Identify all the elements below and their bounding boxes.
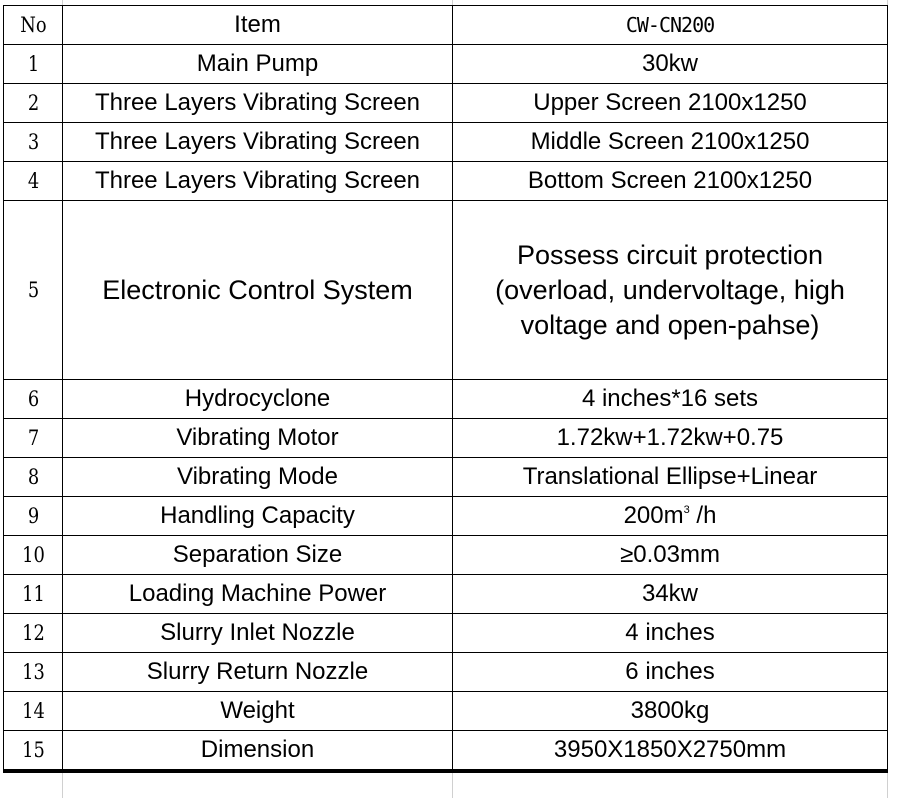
table-row: [4, 536, 888, 575]
table-row: [4, 419, 888, 458]
row-value[interactable]: Bottom Screen 2100x1250: [453, 162, 888, 201]
row-no[interactable]: 10: [8, 536, 58, 575]
table-row: [4, 380, 888, 419]
row-no[interactable]: 13: [8, 653, 58, 692]
row-value[interactable]: Middle Screen 2100x1250: [453, 123, 888, 162]
row-no[interactable]: 1: [8, 45, 58, 84]
row-no[interactable]: 15: [8, 731, 58, 772]
row-no[interactable]: 8: [8, 458, 58, 497]
header-no[interactable]: No: [8, 6, 58, 45]
row-no[interactable]: 12: [8, 614, 58, 653]
row-item[interactable]: Three Layers Vibrating Screen: [63, 123, 453, 162]
row-item[interactable]: Hydrocyclone: [63, 380, 453, 419]
table-row: [4, 692, 888, 731]
table-row: [4, 614, 888, 653]
header-model[interactable]: CW-CN200: [453, 6, 888, 45]
row-no[interactable]: 4: [8, 162, 58, 201]
table-row: [4, 497, 888, 536]
row-value[interactable]: 1.72kw+1.72kw+0.75: [453, 419, 888, 458]
table-row: [4, 653, 888, 692]
row-value[interactable]: 3800kg: [453, 692, 888, 731]
header-item[interactable]: Item: [63, 6, 453, 45]
row-value[interactable]: 4 inches: [453, 614, 888, 653]
superscript-exponent: 3: [683, 504, 690, 516]
row-value[interactable]: 34kw: [453, 575, 888, 614]
header-row: [4, 6, 888, 45]
row-no[interactable]: 2: [8, 84, 58, 123]
row-item[interactable]: Slurry Inlet Nozzle: [63, 614, 453, 653]
row-item[interactable]: Separation Size: [63, 536, 453, 575]
row-item[interactable]: Weight: [63, 692, 453, 731]
row-no[interactable]: 6: [8, 380, 58, 419]
row-no[interactable]: 7: [8, 419, 58, 458]
row-item[interactable]: Three Layers Vibrating Screen: [63, 162, 453, 201]
table-row: [4, 575, 888, 614]
row-item[interactable]: Vibrating Motor: [63, 419, 453, 458]
row-no[interactable]: 5: [8, 201, 58, 380]
table-row: [4, 458, 888, 497]
value-main: 200m: [623, 502, 684, 529]
row-no[interactable]: 9: [8, 497, 58, 536]
row-item[interactable]: Loading Machine Power: [63, 575, 453, 614]
row-no[interactable]: 3: [8, 123, 58, 162]
row-value[interactable]: [453, 497, 888, 536]
row-value[interactable]: 6 inches: [453, 653, 888, 692]
row-value[interactable]: 4 inches*16 sets: [453, 380, 888, 419]
row-item[interactable]: Vibrating Mode: [63, 458, 453, 497]
row-item[interactable]: Main Pump: [63, 45, 453, 84]
table-row: [4, 731, 888, 772]
table-row: [4, 162, 888, 201]
row-value[interactable]: 3950X1850X2750mm: [453, 731, 888, 772]
row-item[interactable]: Three Layers Vibrating Screen: [63, 84, 453, 123]
row-item[interactable]: Handling Capacity: [63, 497, 453, 536]
row-value[interactable]: 30kw: [453, 45, 888, 84]
table-row: [4, 201, 888, 380]
row-value[interactable]: Upper Screen 2100x1250: [453, 84, 888, 123]
table-row: [4, 45, 888, 84]
spec-table: [3, 5, 888, 773]
row-item[interactable]: Slurry Return Nozzle: [63, 653, 453, 692]
table-row: [4, 84, 888, 123]
row-no[interactable]: 11: [8, 575, 58, 614]
row-value[interactable]: Possess circuit protection (overload, undervoltage, high voltage and open-pahse): [453, 201, 888, 380]
row-no[interactable]: 14: [8, 692, 58, 731]
row-value[interactable]: ≥0.03mm: [453, 536, 888, 575]
row-item[interactable]: Electronic Control System: [63, 201, 453, 380]
table-row: [4, 123, 888, 162]
row-value[interactable]: Translational Ellipse+Linear: [453, 458, 888, 497]
value-unit: /h: [689, 502, 717, 529]
row-item[interactable]: Dimension: [63, 731, 453, 772]
